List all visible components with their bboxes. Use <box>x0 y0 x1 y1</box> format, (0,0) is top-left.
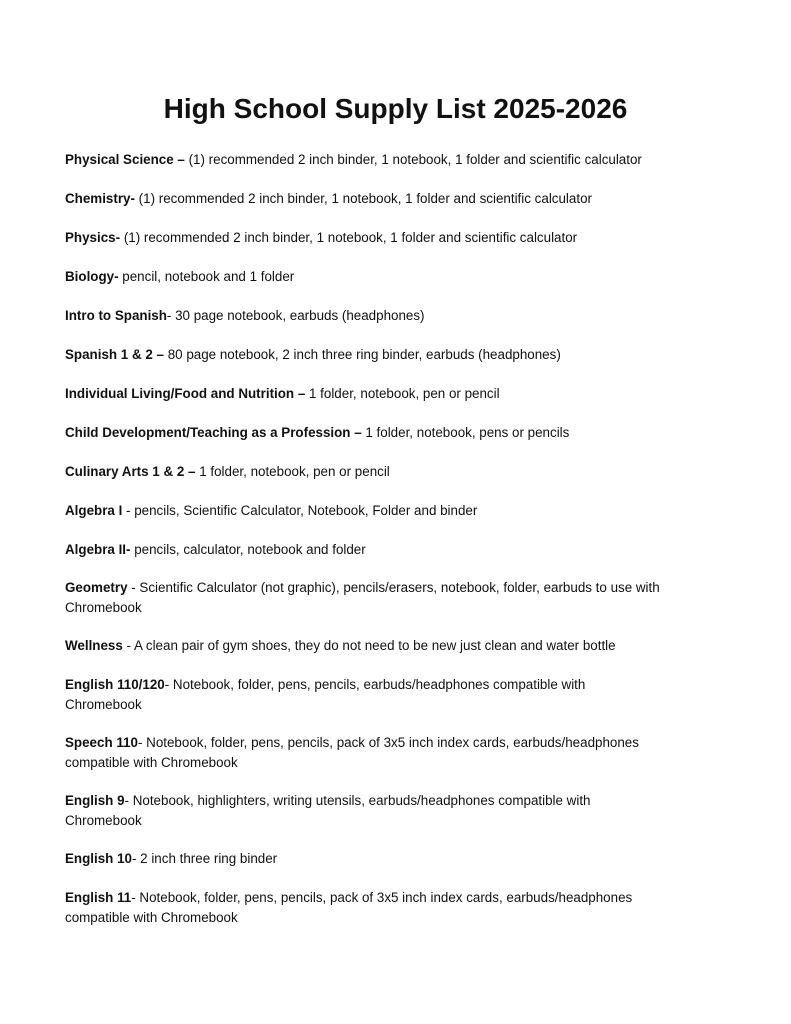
supply-details: - A clean pair of gym shoes, they do not need to be new just clean and water bottle <box>122 638 616 653</box>
page-title: High School Supply List 2025-2026 <box>163 93 628 124</box>
list-item <box>65 636 725 656</box>
supply-details: pencil, notebook and 1 folder <box>118 269 295 284</box>
list-item <box>65 578 725 617</box>
supply-details: 1 folder, notebook, pens or pencils <box>361 425 570 440</box>
list-item <box>65 501 725 521</box>
list-item <box>65 267 725 287</box>
subject-label: Geometry <box>65 580 128 595</box>
subject-label: Algebra I <box>65 503 123 518</box>
list-item <box>65 888 695 927</box>
supply-details: 1 folder, notebook, pen or pencil <box>305 386 500 401</box>
list-item <box>65 345 725 365</box>
supply-details: - 2 inch three ring binder <box>131 851 278 866</box>
subject-label: Speech 110 <box>65 735 138 750</box>
supply-details: (1) recommended 2 inch binder, 1 notebook, 1 folder and scientific calculator <box>120 230 578 245</box>
list-item <box>65 791 635 830</box>
subject-label: Spanish 1 & 2 – <box>65 347 164 362</box>
supply-details: - Notebook, folder, pens, pencils, pack of 3x5 inch index cards, earbuds/headphones compatible with Chromebook <box>65 890 633 925</box>
list-item <box>65 540 725 560</box>
supply-details: - Scientific Calculator (not graphic), pencils/erasers, notebook, folder, earbuds to use with Chromebook <box>65 580 660 615</box>
supply-details: pencils, calculator, notebook and folder <box>130 542 366 557</box>
subject-label: Chemistry- <box>65 191 135 206</box>
subject-label: Intro to Spanish <box>65 308 167 323</box>
list-item <box>65 189 725 209</box>
supply-details: - Notebook, highlighters, writing utensils, earbuds/headphones compatible with Chromebook <box>65 793 591 828</box>
list-item <box>65 228 725 248</box>
supply-details: 80 page notebook, 2 inch three ring binder, earbuds (headphones) <box>163 347 561 362</box>
subject-label: Child Development/Teaching as a Profession – <box>65 425 362 440</box>
list-item <box>65 423 725 443</box>
list-item <box>65 462 725 482</box>
supply-details: - Notebook, folder, pens, pencils, earbuds/headphones compatible with Chromebook <box>65 677 586 712</box>
list-item <box>65 306 725 326</box>
list-item <box>65 150 715 170</box>
subject-label: Physics- <box>65 230 121 245</box>
subject-label: Biology- <box>65 269 119 284</box>
supply-details: - Notebook, folder, pens, pencils, pack of 3x5 inch index cards, earbuds/headphones compatible with Chromebook <box>65 735 639 770</box>
list-item <box>65 675 635 714</box>
subject-label: Algebra II- <box>65 542 131 557</box>
subject-label: English 11 <box>65 890 132 905</box>
subject-label: English 9 <box>65 793 125 808</box>
list-item <box>65 384 725 404</box>
supply-details: - 30 page notebook, earbuds (headphones) <box>166 308 425 323</box>
subject-label: English 10 <box>65 851 132 866</box>
subject-label: Wellness <box>65 638 123 653</box>
supply-details: (1) recommended 2 inch binder, 1 notebook, 1 folder and scientific calculator <box>134 191 592 206</box>
list-item <box>65 733 695 772</box>
subject-label: English 110/120 <box>65 677 165 692</box>
supply-details: - pencils, Scientific Calculator, Notebook, Folder and binder <box>122 503 478 518</box>
subject-label: Culinary Arts 1 & 2 – <box>65 464 196 479</box>
subject-label: Individual Living/Food and Nutrition – <box>65 386 306 401</box>
supply-details: 1 folder, notebook, pen or pencil <box>195 464 390 479</box>
subject-label: Physical Science – <box>65 152 185 167</box>
list-item <box>65 849 725 869</box>
supply-details: (1) recommended 2 inch binder, 1 notebook, 1 folder and scientific calculator <box>184 152 642 167</box>
